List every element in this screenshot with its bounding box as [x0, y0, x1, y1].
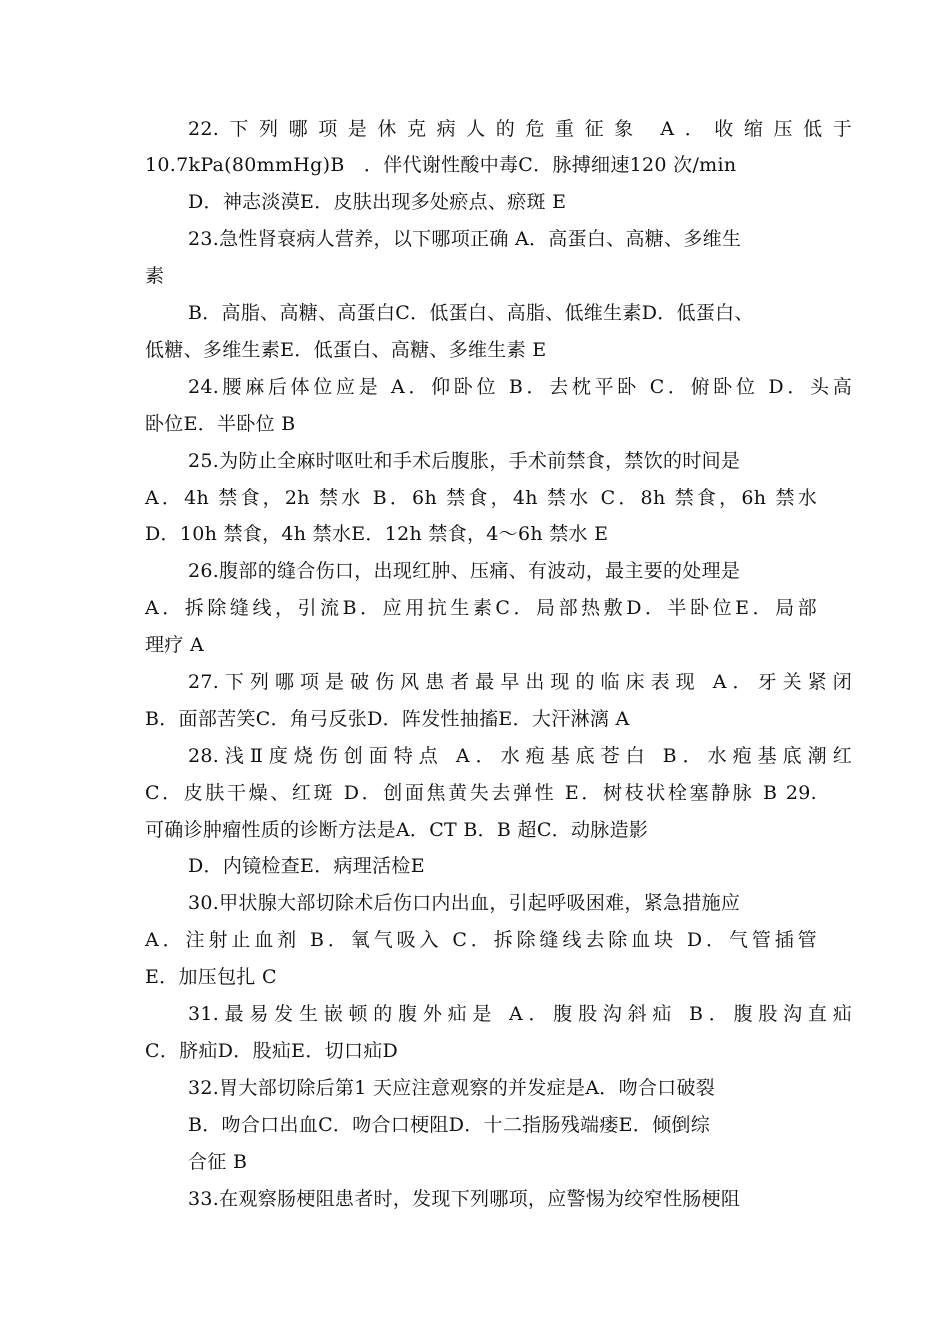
text-line: 合征 B	[188, 1151, 248, 1173]
text-line: D．10h 禁食，4h 禁水E．12h 禁食，4～6h 禁水 E	[145, 523, 609, 545]
text-line: C．脐疝D．股疝E．切口疝D	[145, 1040, 399, 1062]
text-line: A．注射止血剂 B．氧气吸入 C．拆除缝线去除血块 D．气管插管	[145, 929, 817, 951]
text-line: 33.在观察肠梗阻患者时，发现下列哪项，应警惕为绞窄性肠梗阻	[188, 1188, 741, 1210]
text-line: 26.腹部的缝合伤口，出现红肿、压痛、有波动，最主要的处理是	[188, 560, 741, 582]
text-line: D．神志淡漠E．皮肤出现多处瘀点、瘀斑 E	[188, 191, 567, 213]
text-line: B．高脂、高糖、高蛋白C．低蛋白、高脂、低维生素D．低蛋白、	[188, 302, 754, 324]
text-line: D．内镜检查E．病理活检E	[188, 855, 425, 877]
text-line: 27.下列哪项是破伤风患者最早出现的临床表现 A．牙关紧闭	[188, 671, 852, 693]
text-line: B．面部苦笑C．角弓反张D．阵发性抽搐E．大汗淋漓 A	[145, 708, 630, 730]
text-line: B．吻合口出血C．吻合口梗阻D．十二指肠残端瘘E．倾倒综	[188, 1114, 711, 1136]
text-line: 22.下列哪项是休克病人的危重征象 A．收缩压低于	[188, 118, 852, 140]
text-line: 24.腰麻后体位应是 A．仰卧位 B．去枕平卧 C．俯卧位 D．头高	[188, 376, 852, 398]
text-line: C．皮肤干燥、红斑 D．创面焦黄失去弹性 E．树枝状栓塞静脉 B 29.	[145, 782, 817, 804]
text-line: E．加压包扎 C	[145, 966, 277, 988]
text-line: 28.浅Ⅱ度烧伤创面特点 A．水疱基底苍白 B．水疱基底潮红	[188, 745, 852, 767]
text-line: 31.最易发生嵌顿的腹外疝是 A．腹股沟斜疝 B．腹股沟直疝	[188, 1003, 852, 1025]
text-line: 素	[145, 265, 165, 287]
text-line: 23.急性肾衰病人营养，以下哪项正确 A．高蛋白、高糖、多维生	[188, 228, 742, 250]
text-line: A．拆除缝线，引流B．应用抗生素C．局部热敷D．半卧位E．局部	[145, 597, 817, 619]
text-line: 卧位E．半卧位 B	[145, 413, 296, 435]
text-line: 32.胃大部切除后第1 天应注意观察的并发症是A．吻合口破裂	[188, 1077, 716, 1099]
text-line: 理疗 A	[145, 634, 204, 656]
text-line: 低糖、多维生素E．低蛋白、高糖、多维生素 E	[145, 339, 547, 361]
text-line: 可确诊肿瘤性质的诊断方法是A．CT B．B 超C．动脉造影	[145, 819, 649, 841]
text-line: 30.甲状腺大部切除术后伤口内出血，引起呼吸困难，紧急措施应	[188, 892, 741, 914]
text-line: 10.7kPa(80mmHg)B ．伴代谢性酸中毒C．脉搏细速120 次/min	[145, 154, 737, 176]
text-line: 25.为防止全麻时呕吐和手术后腹胀，手术前禁食，禁饮的时间是	[188, 450, 741, 472]
text-line: A．4h 禁食，2h 禁水 B．6h 禁食，4h 禁水 C．8h 禁食，6h 禁水	[145, 487, 817, 509]
